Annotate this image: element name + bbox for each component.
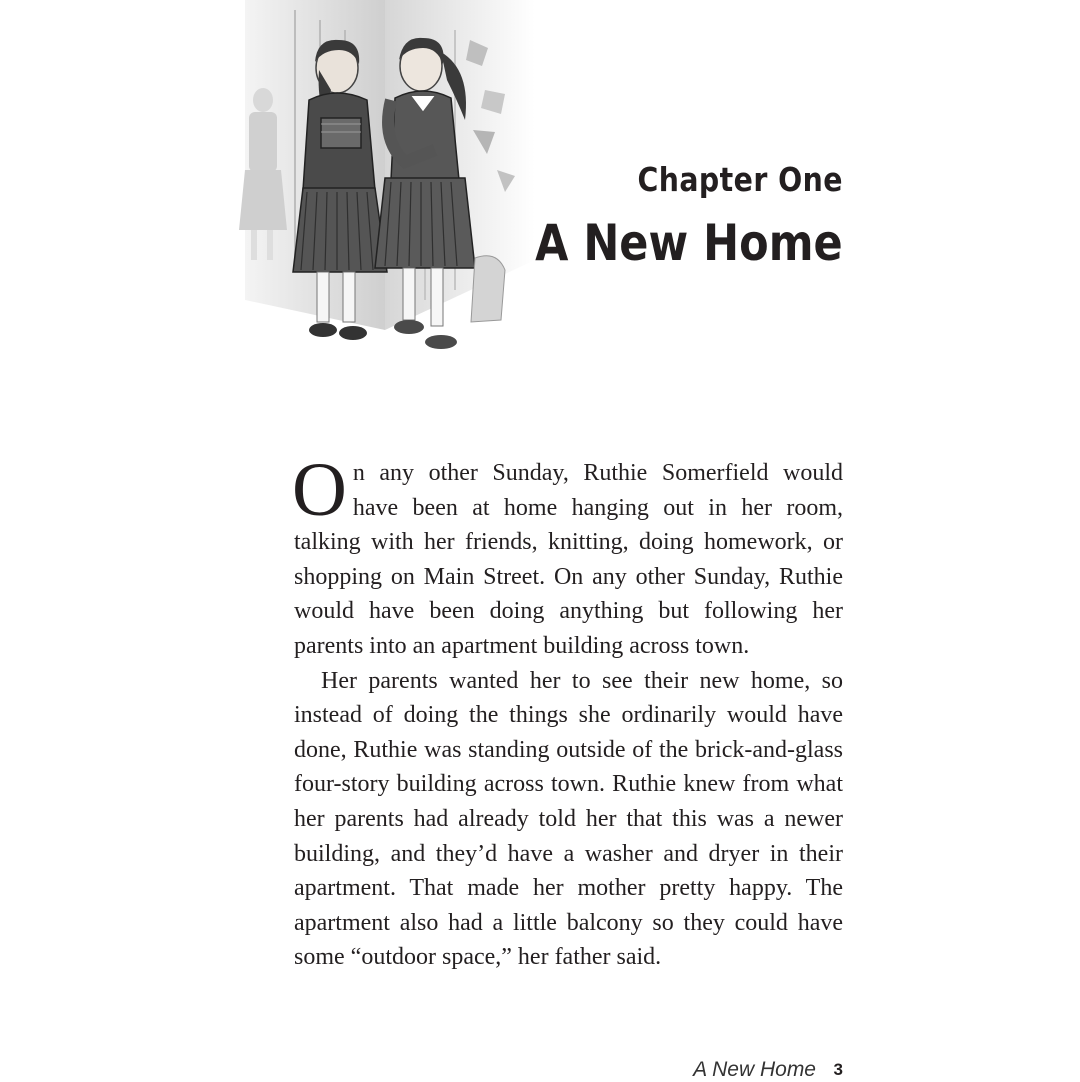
drop-cap: O [292,448,347,532]
chapter-title: A New Home [535,214,843,272]
paragraph-2: Her parents wanted her to see their new home, so instead of doing the things she ordinarily would have done, Ruthie was standing outside of the brick-and-glass four-story building across town. Ruthie knew from what her parents had already told her that this was a newer building, and they’d have a washer and dryer in their apartment. That made her mother pretty happy. The apartment also had a little balcony so they could have some “outdoor space,” her father said. [294,667,843,971]
chapter-number: Chapter One [637,160,843,199]
running-head: A New Home [693,1058,816,1081]
page-number: 3 [833,1060,843,1079]
chapter-illustration [235,0,545,365]
two-schoolgirls-illustration-icon [235,0,545,365]
paragraph-1 [292,448,843,664]
chapter-body-text [292,448,843,975]
paragraph-1-text: n any other Sunday, Ruthie Somerfield would have been at home hanging out in her room, talking with her friends, knitting, doing homework, or shopping on Main Street. On any other Sunday, Ruthie would have been doing anything but following her parents into an apartment building across town. [294,460,843,659]
